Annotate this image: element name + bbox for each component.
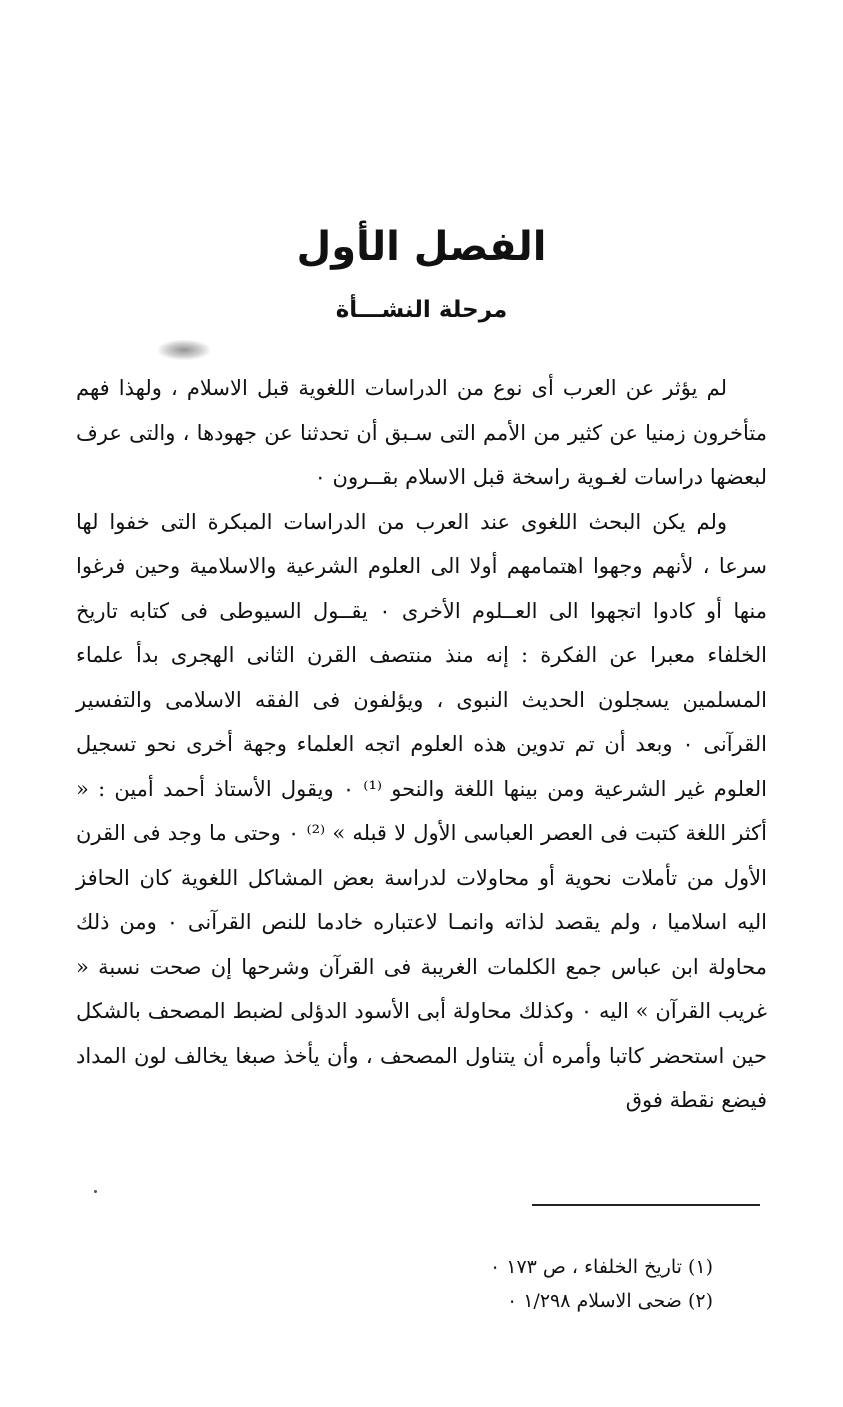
footnote-2: (٢) ضحى الاسلام ١/٢٩٨ ٠ — [506, 1290, 713, 1312]
footnote-separator — [532, 1204, 760, 1206]
chapter-subtitle: مرحلة النشـــأة — [335, 297, 508, 323]
ink-speck — [94, 1190, 97, 1193]
body-text — [76, 366, 767, 1123]
chapter-title: الفصل الأول — [296, 224, 547, 270]
paragraph-2: ولم يكن البحث اللغوى عند العرب من الدراسات المبكرة التى خفوا لها سرعا ، لأنهم وجهوا اهتمامهم أولا الى العلوم الشرعية والاسلامية وحين فرغوا منها أو كادوا اتجهوا الى العــلوم الأخرى ٠ يقــول السيوطى فى كتابه تاريخ الخلفاء معبرا عن الفكرة : إنه منذ منتصف القرن الثانى الهجرى بدأ علماء المسلمين يسجلون الحديث النبوى ، ويؤلفون فى الفقه الاسلامى والتفسير القرآنى ٠ وبعد أن تم تدوين هذه العلوم اتجه العلماء وجهة أخرى نحو تسجيل العلوم غير الشرعية ومن بينها اللغة والنحو ⁽¹⁾ ٠ ويقول الأستاذ أحمد أمين : « أكثر اللغة كتبت فى العصر العباسى الأول لا قبله » ⁽²⁾ ٠ وحتى ما وجد فى القرن الأول من تأملات نحوية أو محاولات لدراسة بعض المشاكل اللغوية كان الحافز اليه اسلاميا ، ولم يقصد لذاته وانمـا لاعتباره خادما للنص القرآنى ٠ ومن ذلك محاولة ابن عباس جمع الكلمات الغريبة فى القرآن وشرحها إن صحت نسبة « غريب القرآن » اليه ٠ وكذلك محاولة أبى الأسود الدؤلى لضبط المصحف بالشكل حين استحضر كاتبا وأمره أن يتناول المصحف ، وأن يأخذ صبغا يخالف لون المداد فيضع نقطة فوق — [76, 509, 767, 1112]
footnote-1: (١) تاريخ الخلفاء ، ص ١٧٣ ٠ — [489, 1256, 713, 1278]
footnotes — [300, 1250, 713, 1318]
paragraph-1: لم يؤثر عن العرب أى نوع من الدراسات اللغوية قبل الاسلام ، ولهذا فهم متأخرون زمنيا عن كثير من الأمم التى سـبق أن تحدثنا عن جهودها ، والتى عرف لبعضها دراسات لغـوية راسخة قبل الاسلام بقــرون ٠ — [76, 376, 767, 489]
ink-smudge — [158, 340, 210, 360]
